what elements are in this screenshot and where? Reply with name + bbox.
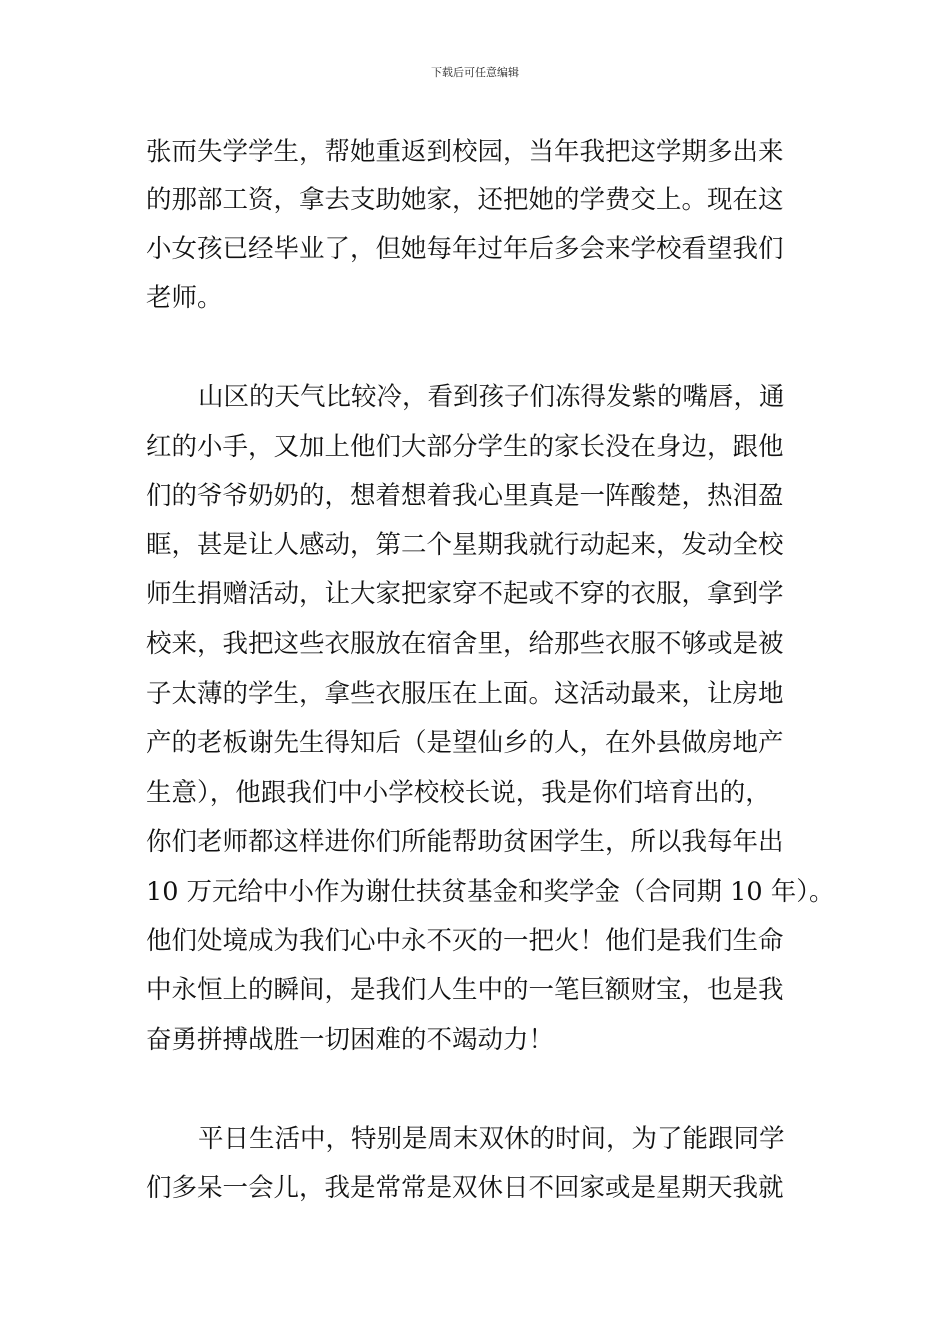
paragraph-2-line-7: 子太薄的学生，拿些衣服压在上面。这活动最来，让房地 [146,679,784,709]
paragraph-1-line-4: 老师。 [146,283,223,313]
paragraph-2-line-11: 10 万元给中小作为谢仕扶贫基金和奖学金（合同期 10 年）。 [146,877,835,907]
paragraph-2-line-4: 眶，甚是让人感动，第二个星期我就行动起来，发动全校 [146,530,784,560]
paragraph-2-line-5: 师生捐赠活动，让大家把家穿不起或不穿的衣服，拿到学 [146,579,784,609]
paragraph-2-line-9: 生意），他跟我们中小学校校长说，我是你们培育出的， [146,778,771,808]
page-header: 下载后可任意编辑 [431,66,519,79]
paragraph-1-line-3: 小女孩已经毕业了，但她每年过年后多会来学校看望我们 [146,234,784,264]
paragraph-2-line-1: 山区的天气比较冷，看到孩子们冻得发紫的嘴唇，通 [198,382,785,412]
paragraph-1-line-1: 张而失学学生，帮她重返到校园，当年我把这学期多出来 [146,137,784,167]
paragraph-1-line-2: 的那部工资，拿去支助她家，还把她的学费交上。现在这 [146,185,784,215]
paragraph-2-line-12: 他们处境成为我们心中永不灭的一把火！他们是我们生命 [146,926,784,956]
paragraph-2-line-3: 们的爷爷奶奶的，想着想着我心里真是一阵酸楚，热泪盈 [146,481,784,511]
paragraph-2-line-6: 校来，我把这些衣服放在宿舍里，给那些衣服不够或是被 [146,629,784,659]
paragraph-2-line-13: 中永恒上的瞬间，是我们人生中的一笔巨额财宝，也是我 [146,975,784,1005]
paragraph-2-line-8: 产的老板谢先生得知后（是望仙乡的人，在外县做房地产 [146,728,784,758]
paragraph-2-line-2: 红的小手，又加上他们大部分学生的家长没在身边，跟他 [146,432,784,462]
paragraph-2-line-10: 你们老师都这样进你们所能帮助贫困学生，所以我每年出 [146,827,784,857]
paragraph-2-line-14: 奋勇拼搏战胜一切困难的不竭动力！ [146,1025,555,1055]
paragraph-3-line-1: 平日生活中，特别是周末双休的时间，为了能跟同学 [198,1124,785,1154]
paragraph-3-line-2: 们多呆一会儿，我是常常是双休日不回家或是星期天我就 [146,1173,784,1203]
